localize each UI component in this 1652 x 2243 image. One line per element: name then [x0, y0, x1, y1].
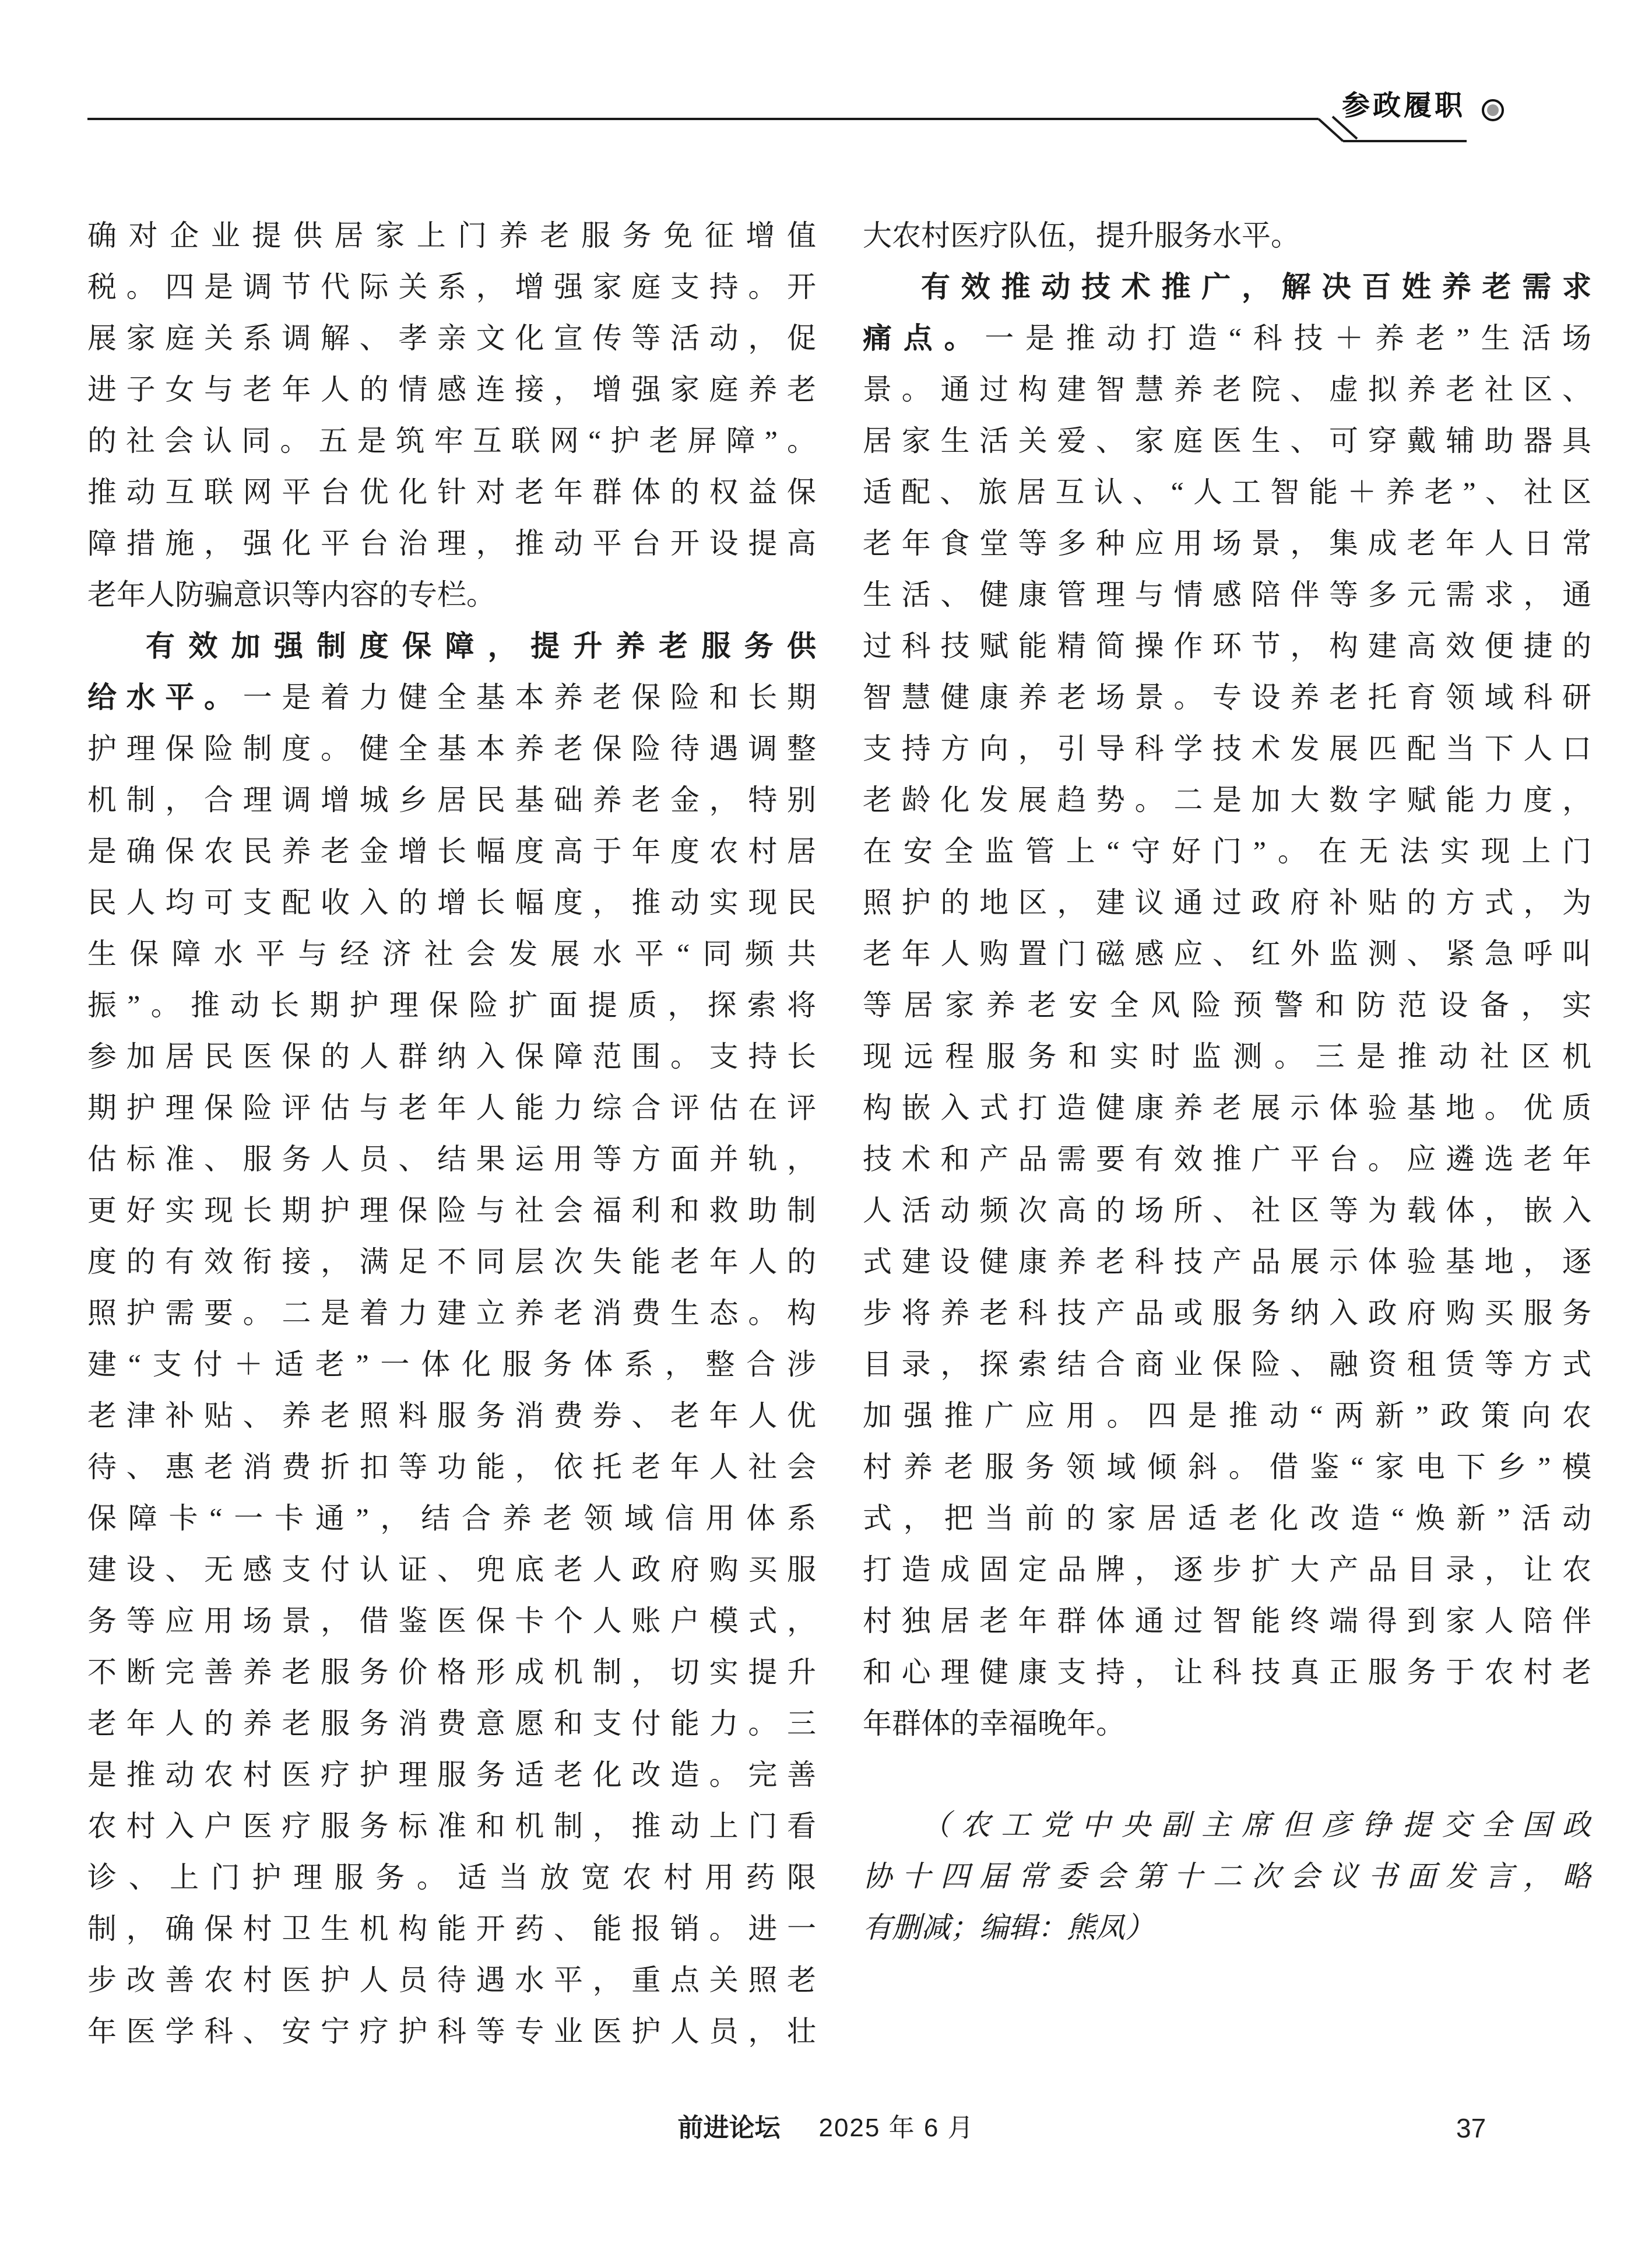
text-line: 照护需要。二是着力建立养老消费生态。构 — [87, 1297, 816, 1329]
text-line: 老龄化发展趋势。二是加大数字赋能力度， — [863, 784, 1591, 816]
text-line: 步将养老科技产品或服务纳入政府购买服务 — [863, 1297, 1591, 1329]
text-line: 技术和产品需要有效推广平台。应遴选老年 — [863, 1143, 1591, 1175]
text-line: 居家生活关爱、家庭医生、可穿戴辅助器具 — [863, 424, 1591, 457]
ring-icon-dot — [1487, 104, 1499, 116]
left-column — [87, 210, 816, 2057]
text-line: 更好实现长期护理保险与社会福利和救助制 — [87, 1194, 816, 1227]
text-line: 推动互联网平台优化针对老年群体的权益保 — [87, 476, 816, 508]
right-column — [863, 210, 1591, 1749]
text-line: 生保障水平与经济社会发展水平“同频共 — [87, 938, 816, 970]
text-line: 保障卡“一卡通”，结合养老领域信用体系 — [87, 1502, 816, 1535]
header-rule — [0, 0, 1652, 175]
text-line: 支持方向，引导科学技术发展匹配当下人口 — [863, 732, 1591, 765]
ring-icon — [1482, 99, 1504, 121]
text-line: 务等应用场景，借鉴医保卡个人账户模式， — [87, 1605, 816, 1637]
text-line: 式，把当前的家居适老化改造“焕新”活动 — [863, 1502, 1591, 1535]
text-line: 痛点。一是推动打造“科技＋养老”生活场 — [863, 322, 1591, 354]
text-line: 展家庭关系调解、孝亲文化宣传等活动，促 — [87, 322, 816, 354]
text-line: 度的有效衔接，满足不同层次失能老年人的 — [87, 1245, 816, 1278]
section-title: 参政履职 — [1341, 90, 1465, 121]
text-line: 诊、上门护理服务。适当放宽农村用药限 — [87, 1861, 816, 1894]
text-line: 在安全监管上“守好门”。在无法实现上门 — [863, 835, 1591, 868]
text-line: 待、惠老消费折扣等功能，依托老年人社会 — [87, 1451, 816, 1483]
attribution-line: （农工党中央副主席但彦铮提交全国政 — [921, 1809, 1591, 1841]
text-line: 参加居民医保的人群纳入保障范围。支持长 — [87, 1040, 816, 1073]
text-line: 期护理保险评估与老年人能力综合评估在评 — [87, 1091, 816, 1124]
text-line: 有效加强制度保障，提升养老服务供 — [146, 630, 816, 662]
text-line: 不断完善养老服务价格形成机制，切实提升 — [87, 1656, 816, 1689]
text-line: 护理保险制度。健全基本养老保险待遇调整 — [87, 732, 816, 765]
text-line: 步改善农村医护人员待遇水平，重点关照老 — [87, 1964, 816, 1996]
text-line: 制，确保村卫生机构能开药、能报销。进一 — [87, 1912, 816, 1945]
text-line: 农村入户医疗服务标准和机制，推动上门看 — [87, 1810, 816, 1842]
text-line: 照护的地区，建议通过政府补贴的方式，为 — [863, 886, 1591, 919]
text-line: 人活动频次高的场所、社区等为载体，嵌入 — [863, 1194, 1591, 1227]
text-line: 给水平。一是着力健全基本养老保险和长期 — [87, 681, 816, 714]
text-line: 村养老服务领域倾斜。借鉴“家电下乡”模 — [863, 1451, 1591, 1483]
text-line: 是确保农民养老金增长幅度高于年度农村居 — [87, 835, 816, 868]
text-line: 加强推广应用。四是推动“两新”政策向农 — [863, 1399, 1591, 1432]
text-line: 构嵌入式打造健康养老展示体验基地。优质 — [863, 1091, 1591, 1124]
text-line: 等居家养老安全风险预警和防范设备，实 — [863, 989, 1591, 1022]
text-line: 式建设健康养老科技产品展示体验基地，逐 — [863, 1245, 1591, 1278]
attribution-line: 协十四届常委会第十二次会议书面发言，略 — [863, 1860, 1591, 1893]
text-line: 现远程服务和实时监测。三是推动社区机 — [863, 1040, 1591, 1073]
text-line: 障措施，强化平台治理，推动平台开设提高 — [87, 527, 816, 560]
attribution — [863, 1799, 1591, 1953]
text-line: 老年人的养老服务消费意愿和支付能力。三 — [87, 1707, 816, 1740]
text-line: 目录，探索结合商业保险、融资租赁等方式 — [863, 1348, 1591, 1381]
text-line: 振”。推动长期护理保险扩面提质，探索将 — [87, 989, 816, 1022]
text-line: 年医学科、安宁疗护科等专业医护人员，壮 — [87, 2015, 816, 2048]
text-line: 建设、无感支付认证、兜底老人政府购买服 — [87, 1553, 816, 1586]
text-line: 村独居老年群体通过智能终端得到家人陪伴 — [863, 1605, 1591, 1637]
text-line: 确对企业提供居家上门养老服务免征增值 — [87, 219, 816, 252]
text-line: 机制，合理调增城乡居民基础养老金，特别 — [87, 784, 816, 816]
text-line: 和心理健康支持，让科技真正服务于农村老 — [863, 1656, 1591, 1689]
text-line: 的社会认同。五是筑牢互联网“护老屏障”。 — [87, 424, 816, 457]
text-line: 进子女与老年人的情感连接，增强家庭养老 — [87, 373, 816, 406]
journal-name: 前进论坛 — [677, 2114, 781, 2142]
text-line: 景。通过构建智慧养老院、虚拟养老社区、 — [863, 373, 1591, 406]
text-line: 建“支付＋适老”一体化服务体系，整合涉 — [87, 1348, 816, 1381]
text-line: 大农村医疗队伍，提升服务水平。 — [863, 219, 1300, 252]
text-line: 老津补贴、养老照料服务消费券、老年人优 — [87, 1399, 816, 1432]
page-number: 37 — [1456, 2113, 1486, 2143]
text-line: 老年食堂等多种应用场景，集成老年人日常 — [863, 527, 1591, 560]
text-line: 年群体的幸福晚年。 — [863, 1707, 1125, 1740]
attribution-line: 有删减；编辑：熊凤） — [863, 1911, 1154, 1944]
text-line: 智慧健康养老场景。专设养老托育领域科研 — [863, 681, 1591, 714]
text-line: 适配、旅居互认、“人工智能＋养老”、社区 — [863, 476, 1591, 508]
text-line: 老年人购置门磁感应、红外监测、紧急呼叫 — [863, 938, 1591, 970]
text-line: 估标准、服务人员、结果运用等方面并轨， — [87, 1143, 816, 1175]
text-line: 税。四是调节代际关系，增强家庭支持。开 — [87, 271, 816, 303]
text-line: 生活、健康管理与情感陪伴等多元需求，通 — [863, 578, 1591, 611]
text-line: 打造成固定品牌，逐步扩大产品目录，让农 — [863, 1553, 1591, 1586]
text-line: 民人均可支配收入的增长幅度，推动实现民 — [87, 886, 816, 919]
footer — [0, 2113, 1652, 2143]
text-line: 过科技赋能精简操作环节，构建高效便捷的 — [863, 630, 1591, 662]
text-line: 是推动农村医疗护理服务适老化改造。完善 — [87, 1758, 816, 1791]
text-line: 有效推动技术推广，解决百姓养老需求 — [921, 271, 1591, 303]
issue-date: 2025 年 6 月 — [818, 2114, 975, 2142]
text-line: 老年人防骗意识等内容的专栏。 — [87, 578, 495, 611]
